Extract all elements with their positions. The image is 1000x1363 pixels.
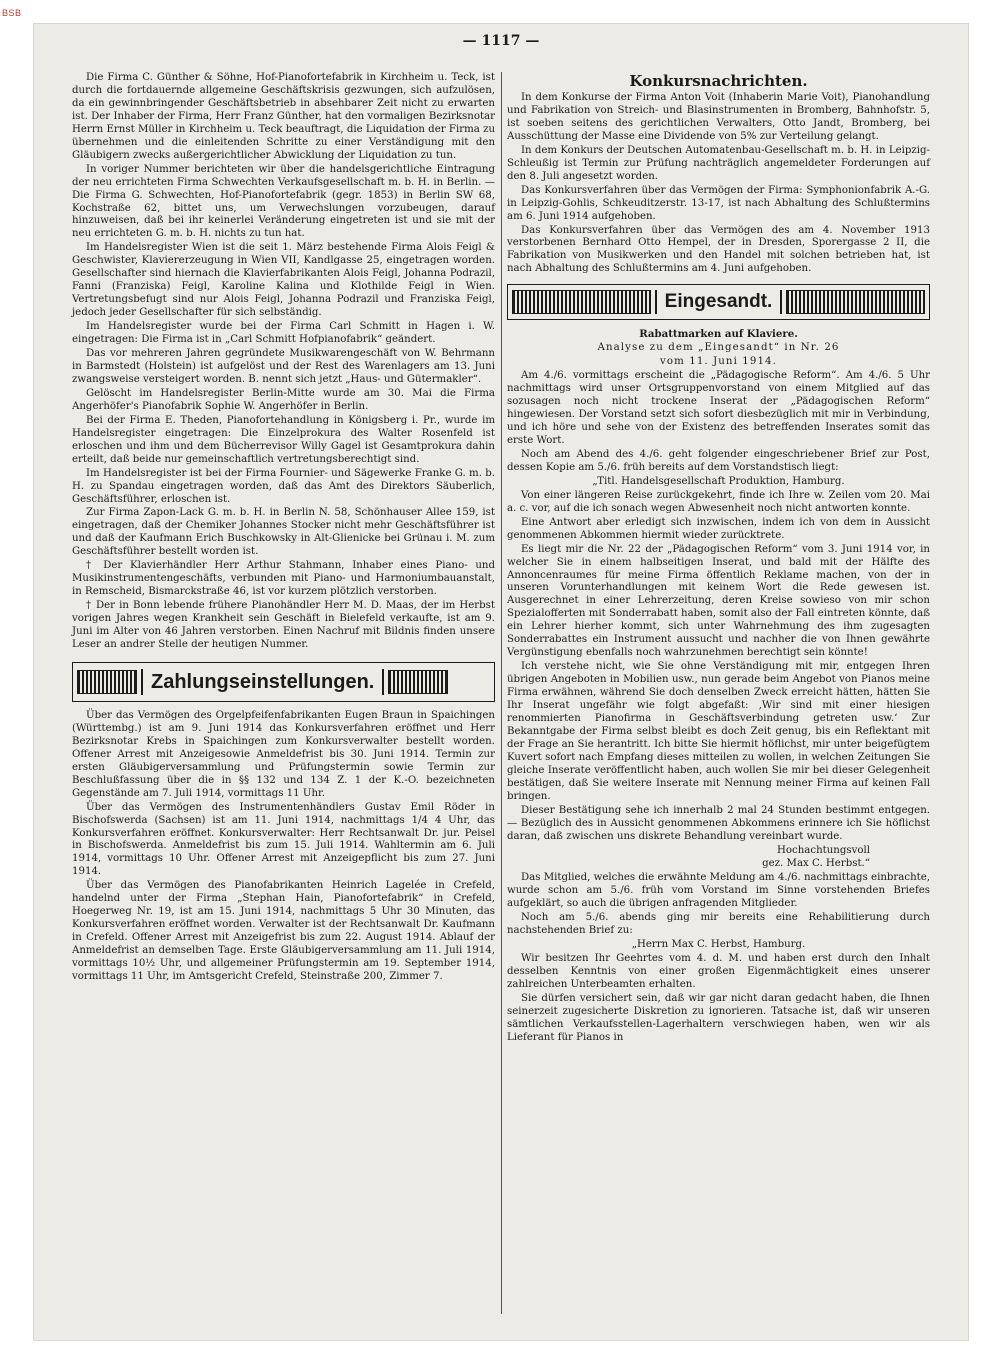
news-paragraph: Bei der Firma E. Theden, Pianofortehandlung in Königsberg i. Pr., wurde im Handelsregister eingetragen: Die Einzelprokura des Walter Rosenfeld ist erloschen und ihm und dem Bücherrevisor Willy Gagel ist Gesamtprokura dahin erteilt, daß beide nur gemeinschaftlich vertretungsberechtigt sind. — [72, 414, 495, 465]
page-number: — 1117 — — [462, 33, 540, 49]
letter-signature: gez. Max C. Herbst.“ — [762, 858, 870, 870]
konkurs-paragraph: In dem Konkurs der Deutschen Automatenbau-Gesellschaft m. b. H. in Leipzig-Schleußig ist Termin zur Prüfung nachträglich angemeldeter Forderungen auf den 8. Juli angesetzt worden. — [507, 144, 930, 182]
letter-paragraph: Ich verstehe nicht, wie Sie ohne Verständigung mit mir, entgegen Ihren übrigen Angeboten in Mobilien usw., nun gerade beim Angebot von Pianos meine Firma erwähnen, während Sie doch denselben Zweck erreicht hätten, hätten Sie Ihr Inserat ungefähr wie folgt abgefaßt: ‚Wir sind mit einer hiesigen renommierten Pianofirma in Geschäftsverbindung getreten usw.‘ Zur Bekanntgabe der Firma selbst bleibt es doch Zeit genug, bis ein Reflektant mit der Frage an Sie herantritt. Ich bitte Sie hiermit höflichst, mir unter beigefügtem Kuvert sofort nach Empfang dieses mitteilen zu wollen, in welchen Zeitungen Sie gleiche Inserate veröffentlicht haben, auch wollen Sie mir bei dieser Gelegenheit bestätigen, daß Sie weitere Inserate mit Nennung meiner Firma auf keinen Fall bringen. — [507, 661, 930, 802]
article-paragraph: Das Mitglied, welches die erwähnte Meldung am 4./6. nachmittags einbrachte, wurde schon am 5./6. früh vom Vorstand im Sinne vorstehenden Briefes aufgeklärt, so auch die übrigen anfragenden Mitglieder. — [507, 872, 930, 910]
letter-paragraph: Es liegt mir die Nr. 22 der „Pädagogischen Reform“ vom 3. Juni 1914 vor, in welcher Sie in einem halbseitigen Inserat, und bald mit der Hälfte des Annoncenraumes für meine Firma öffentlich Reklame machen, von der in unseren Vorunterhandlungen mit keinem Wort die Rede gewesen ist. Ausgerechnet in einer Lehrerzeitung, deren Kreise sowieso von mir schon Spezialofferten mit Sonderrabatt haben, somit also der Fall eintreten könnte, daß ein Lehrer hierher kommt, sich unter Wahrnehmung des ihm zugesagten Sonderrabattes ein Instrument aussucht und nachher die von Ihnen gewährte Vergünstigung ebenfalls noch wahrzunehmen berechtigt sein könnte! — [507, 543, 930, 659]
letter-address: „Titl. Handelsgesellschaft Produktion, Hamburg. — [592, 475, 845, 487]
obituary-paragraph: † Der Klavierhändler Herr Arthur Stahmann, Inhaber eines Piano- und Musikinstrumentengeschäfts, verbunden mit Piano- und Harmoniumbauanstalt, in Remscheid, Bismarckstraße 46, ist vor kurzem plötzlich verstorben. — [72, 560, 495, 598]
article-subtitle: Analyse zu dem „Eingesandt“ in Nr. 26 — [597, 342, 840, 354]
zahlungseinstellungen-banner — [72, 662, 495, 702]
news-paragraph: In voriger Nummer berichteten wir über die handelsgerichtliche Eintragung der neu errichteten Firma Schwechten Verkaufsgesellschaft m. b. H. in Berlin. — Die Firma G. Schwechten, Hof-Pianofortefabrik (gegr. 1853) in Berlin SW 68, Kochstraße 62, bittet uns, um Verwechslungen vorzubeugen, darauf hinzuweisen, daß bei ihr keinerlei Veränderung eingetreten ist und sie mit der neu errichteten G. m. b. H. nichts zu tun hat. — [72, 163, 495, 240]
news-paragraph: Im Handelsregister Wien ist die seit 1. März bestehende Firma Alois Feigl & Geschwister, Klaviererzeugung in Wien VII, Kandlgasse 25, eingetragen worden. Gesellschafter sind hiernach die Klavierfabrikanten Alois Feigl, Johanna Podrazil, Fanni (Franziska) Feigl, Karoline Kalina und Klothilde Feigl in Wien. Vertretungsbefugt sind nur Alois Feigl, Johanna Podrazil und Franziska Feigl, jedoch jeder Gesellschafter für sich selbständig. — [72, 242, 495, 319]
banner-ornament — [77, 670, 137, 694]
news-paragraph: Zur Firma Zapon-Lack G. m. b. H. in Berlin N. 58, Schönhauser Allee 159, ist eingetragen, daß der Chemiker Johannes Stocker nicht mehr Geschäftsführer ist und daß der Kaufmann Erich Buschkowsky in Alt-Glienicke bei Grünau i. M. zum Geschäftsführer bestellt worden ist. — [72, 507, 495, 558]
insolvency-paragraph: Über das Vermögen des Pianofabrikanten Heinrich Lagelée in Crefeld, handelnd unter der Firma „Stephan Hain, Pianofortefabrik“ in Crefeld, Hoegerweg Nr. 19, ist am 15. Juni 1914, nachmittags 5 Uhr 30 Minuten, das Konkursverfahren eröffnet worden. Verwalter ist der Rechtsanwalt Dr. Kaufmann in Crefeld. Offener Arrest mit Anzeigefrist bis zum 22. August 1914. Ablauf der Anmeldefrist an demselben Tage. Erste Gläubigerversammlung am 11. Juli 1914, vormittags 10½ Uhr, und allgemeiner Prüfungstermin am 19. September 1914, vormittags 11 Uhr, im Amtsgericht Crefeld, Steinstraße 200, Zimmer 7. — [72, 880, 495, 982]
news-paragraph: Das vor mehreren Jahren gegründete Musikwarengeschäft von W. Behrmann in Barmstedt (Holstein) ist aufgelöst und der Rest des Warenlagers am 13. Juni zwangsweise versteigert worden. B. nennt sich jetzt „Haus- und Gütermakler“. — [72, 348, 495, 385]
letter-paragraph: Wir besitzen Ihr Geehrtes vom 4. d. M. und haben erst durch den Inhalt desselben Kenntnis von einer großen Eigenmächtigkeit eines unserer zahlreichen Unterbeamten erhalten. — [507, 953, 930, 991]
banner-ornament — [786, 290, 925, 314]
eingesandt-banner — [507, 284, 930, 320]
letter-paragraph: Dieser Bestätigung sehe ich innerhalb 2 mal 24 Stunden bestimmt entgegen. — Bezüglich des in Aussicht genommenen Abkommens erinnere ich Sie höflichst daran, daß zwischen uns diskrete Behandlung vereinbart wurde. — [507, 804, 930, 842]
news-paragraph: Gelöscht im Handelsregister Berlin-Mitte wurde am 30. Mai die Firma Angerhöfer's Pianofabrik Sophie W. Angerhöfer in Berlin. — [72, 387, 495, 412]
konkurs-heading: Konkursnachrichten. — [629, 72, 808, 90]
letter-paragraph: Sie dürfen versichert sein, daß wir gar nicht daran gedacht haben, die Ihnen seinerzeit zugesicherte Diskretion zu ignorieren. Tatsache ist, daß wir unseren sämtlichen Verkaufsstellen-Lagerhaltern verschwiegen haben, wen wir als Lieferant für Pianos in — [507, 993, 930, 1043]
insolvency-paragraph: Über das Vermögen des Instrumentenhändlers Gustav Emil Röder in Bischofswerda (Sachsen) ist am 11. Juni 1914, nachmittags 1/4 4 Uhr, das Konkursverfahren eröffnet. Konkursverwalter: Herr Rechtsanwalt Dr. jur. Peisel in Bischofswerda. Anmeldefrist bis zum 15. Juli 1914. Wahltermin am 6. Juli 1914, vormittags 10 Uhr. Offener Arrest mit Anzeigepflicht bis zum 27. Juni 1914. — [72, 801, 495, 878]
article-paragraph: Noch am 5./6. abends ging mir bereits eine Rehabilitierung durch nachstehenden Brief zu: — [507, 912, 930, 937]
article-title: Rabattmarken auf Klaviere. — [639, 328, 798, 341]
konkurs-paragraph: Das Konkursverfahren über das Vermögen der Firma: Symphonionfabrik A.-G. in Leipzig-Gohlis, Schkeuditzerstr. 13-17, ist nach Abhaltung des Schlußtermins am 6. Juni 1914 aufgehoben. — [507, 184, 930, 222]
news-paragraph: Im Handelsregister ist bei der Firma Fournier- und Sägewerke Franke G. m. b. H. zu Spandau eingetragen worden, daß das Amt des Direktors Säuberlich, Geschäftsführer, erloschen ist. — [72, 467, 495, 505]
letter-closing: Hochachtungsvoll — [777, 844, 870, 856]
article-paragraph: Noch am Abend des 4./6. geht folgender eingeschriebener Brief zur Post, dessen Kopie am 5./6. früh bereits auf dem Vorstandstisch liegt: — [507, 448, 930, 473]
letter-paragraph: Von einer längeren Reise zurückgekehrt, finde ich Ihre w. Zeilen vom 20. Mai a. c. vor, auf die ich sonach wegen Abwesenheit noch nicht antworten konnte. — [507, 489, 930, 514]
konkurs-paragraph: In dem Konkurse der Firma Anton Voit (Inhaberin Marie Voit), Pianohandlung und Fabrikation von Streich- und Blasinstrumenten in Bromberg, Bahnhofstr. 5, ist soeben seitens des gerichtlichen Verwalters, Otto Jandt, Bromberg, bei Ausschüttung der Masse eine Dividende von 5% zur Verteilung gelangt. — [507, 92, 930, 142]
letter-address: „Herrn Max C. Herbst, Hamburg. — [631, 939, 806, 951]
news-paragraph: Im Handelsregister wurde bei der Firma Carl Schmitt in Hagen i. W. eingetragen: Die Firma ist in „Carl Schmitt Hofpianofabrik“ geändert. — [72, 321, 495, 346]
banner-title: Zahlungseinstellungen. — [141, 669, 384, 695]
article-paragraph: Am 4./6. vormittags erscheint die „Pädagogische Reform“. Am 4./6. 5 Uhr nachmittags wird unser Ortsgruppenvorstand von einem Mitglied auf das sozusagen noch nicht trockene Inserat der „Pädagogischen Reform“ hingewiesen. Der Vorstand setzt sich sofort diesbezüglich mit mir in Verbindung, und ich höre und sehe von der Existenz des betreffenden Inserates somit das erste Wort. — [507, 370, 930, 446]
banner-ornament — [388, 670, 448, 694]
column-divider — [501, 72, 502, 1314]
banner-title: Eingesandt. — [655, 290, 783, 314]
obituary-paragraph: † Der in Bonn lebende frühere Pianohändler Herr M. D. Maas, der im Herbst vorigen Jahres wegen Krankheit sein Geschäft in Bielefeld verkaufte, ist am 9. Juni im Alter von 46 Jahren verstorben. Einen Nachruf mit Bildnis finden unsere Leser an andrer Stelle der heutigen Nummer. — [72, 600, 495, 650]
news-paragraph: Die Firma C. Günther & Söhne, Hof-Pianofortefabrik in Kirchheim u. Teck, ist durch die fortdauernde allgemeine Geschäftskrisis gezwungen, sich aufzulösen, da ein gewinnbringender Geschäftsbetrieb in absehbarer Zeit nicht zu erwarten ist. Der Inhaber der Firma, Herr Franz Günther, hat den vormaligen Bezirksnotar Herrn Ernst Müller in Kirchheim u. Teck beauftragt, die Liquidation der Firma zu übernehmen und die einleitenden Schritte zu einer Verständigung mit den Gläubigern zwecks außergerichtlicher Abwicklung der Liquidation zu tun. — [72, 72, 495, 161]
banner-ornament — [512, 290, 651, 314]
bsb-watermark: BSB — [2, 8, 22, 18]
left-column — [72, 72, 495, 985]
newspaper-page — [34, 24, 968, 1340]
right-column — [507, 72, 930, 1046]
insolvency-paragraph: Über das Vermögen des Orgelpfeifenfabrikanten Eugen Braun in Spaichingen (Württembg.) ist am 9. Juni 1914 das Konkursverfahren eröffnet und Herr Bezirksnotar Krebs in Spaichingen zum Konkursverwalter bestellt worden. Offener Arrest mit Anzeigesowie Anmeldefrist bis 30. Juni 1914. Termin zur ersten Gläubigerversammlung und Prüfungstermin sowie Termin zur Beschlußfassung über die in §§ 132 und 134 Z. 1 der K.-O. bezeichneten Gegenstände am 7. Juli 1914, vormittags 11 Uhr. — [72, 709, 495, 799]
article-subtitle-date: vom 11. Juni 1914. — [660, 356, 777, 368]
letter-paragraph: Eine Antwort aber erledigt sich inzwischen, indem ich von dem in Aussicht genommenen Abkommen hiermit wieder zurücktrete. — [507, 516, 930, 541]
konkurs-paragraph: Das Konkursverfahren über das Vermögen des am 4. November 1913 verstorbenen Bernhard Otto Hempel, der in Dresden, Sporergasse 2 II, die Fabrikation von Musikwerken und den Handel mit solchen betrieben hat, ist nach Abhaltung des Schlußtermins am 4. Juni aufgehoben. — [507, 224, 930, 275]
